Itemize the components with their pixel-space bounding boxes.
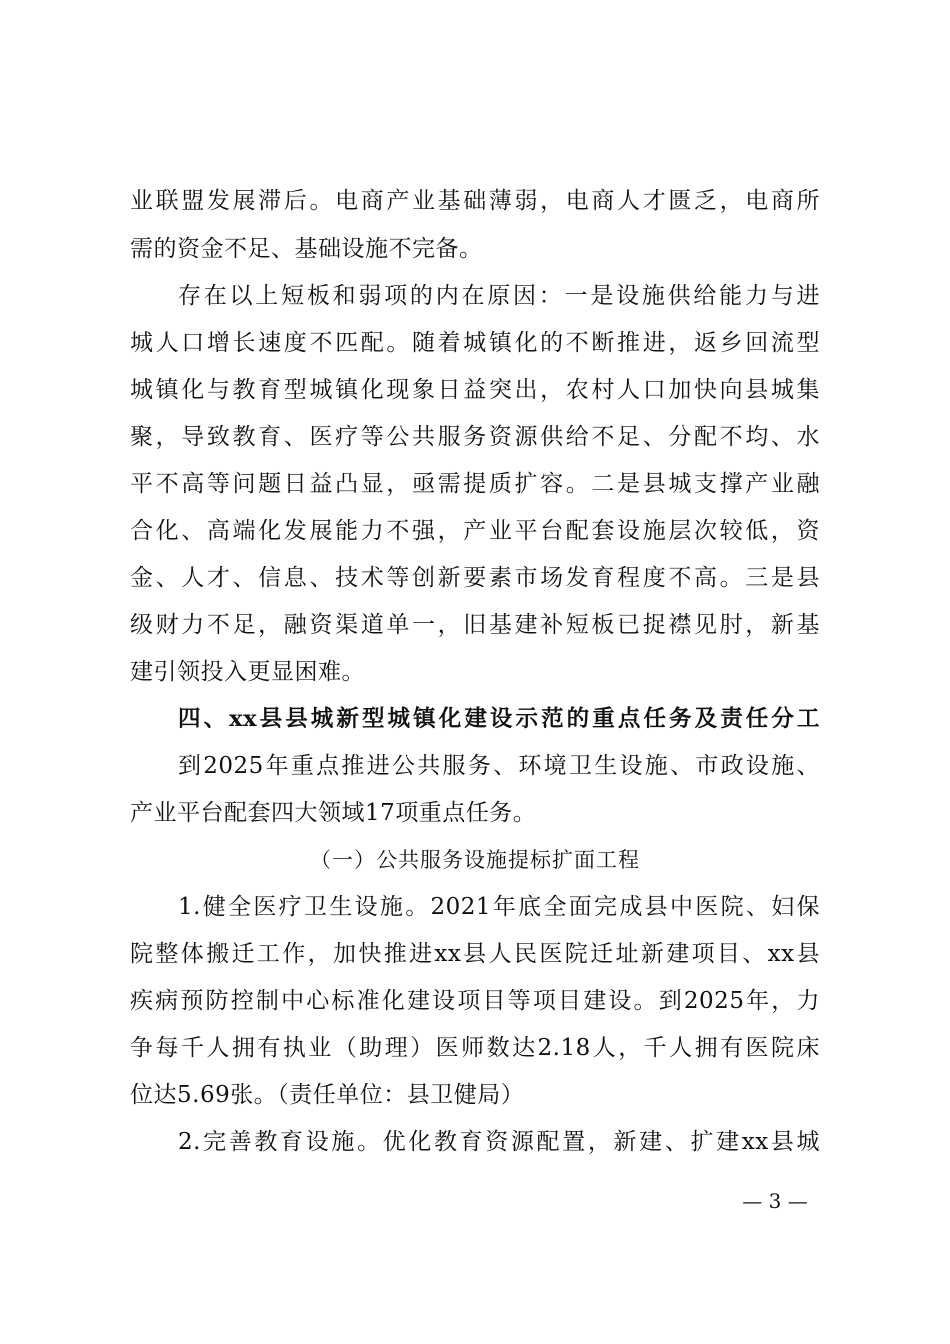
paragraph-line: 业联盟发展滞后。电商产业基础薄弱，电商人才匮乏，电商所 — [130, 188, 820, 214]
paragraph-line: 1.健全医疗卫生设施。2021年底全面完成县中医院、妇保 — [178, 894, 820, 920]
paragraph-line: 金、人才、信息、技术等创新要素市场发育程度不高。三是县 — [130, 565, 820, 591]
paragraph-line: 到2025年重点推进公共服务、环境卫生设施、市政设施、 — [178, 753, 820, 779]
subsection-heading: （一）公共服务设施提标扩面工程 — [310, 848, 640, 872]
paragraph-line: 争每千人拥有执业（助理）医师数达2.18人，千人拥有医院床 — [130, 1035, 820, 1061]
paragraph-line: 城人口增长速度不匹配。随着城镇化的不断推进，返乡回流型 — [130, 330, 820, 356]
paragraph-line: 2.完善教育设施。优化教育资源配置，新建、扩建xx县城 — [178, 1129, 820, 1155]
paragraph-line: 建引领投入更显困难。 — [130, 659, 365, 685]
paragraph-line: 疾病预防控制中心标准化建设项目等项目建设。到2025年，力 — [130, 988, 820, 1014]
paragraph-line: 位达5.69张。（责任单位：县卫健局） — [130, 1082, 525, 1108]
paragraph-line: 院整体搬迁工作，加快推进xx县人民医院迁址新建项目、xx县 — [130, 941, 820, 967]
section-heading: 四、xx县县城新型城镇化建设示范的重点任务及责任分工 — [178, 706, 820, 732]
paragraph-line: 聚，导致教育、医疗等公共服务资源供给不足、分配不均、水 — [130, 424, 820, 450]
paragraph-line: 存在以上短板和弱项的内在原因：一是设施供给能力与进 — [178, 283, 820, 309]
paragraph-line: 城镇化与教育型城镇化现象日益突出，农村人口加快向县城集 — [130, 377, 820, 403]
paragraph-line: 级财力不足，融资渠道单一，旧基建补短板已捉襟见肘，新基 — [130, 612, 820, 638]
page-number: — 3 — — [742, 1189, 808, 1213]
paragraph-line: 平不高等问题日益凸显，亟需提质扩容。二是县城支撑产业融 — [130, 471, 820, 497]
paragraph-line: 合化、高端化发展能力不强，产业平台配套设施层次较低，资 — [130, 518, 820, 544]
paragraph-line: 产业平台配套四大领域17项重点任务。 — [130, 800, 537, 826]
paragraph-line: 需的资金不足、基础设施不完备。 — [130, 236, 483, 262]
